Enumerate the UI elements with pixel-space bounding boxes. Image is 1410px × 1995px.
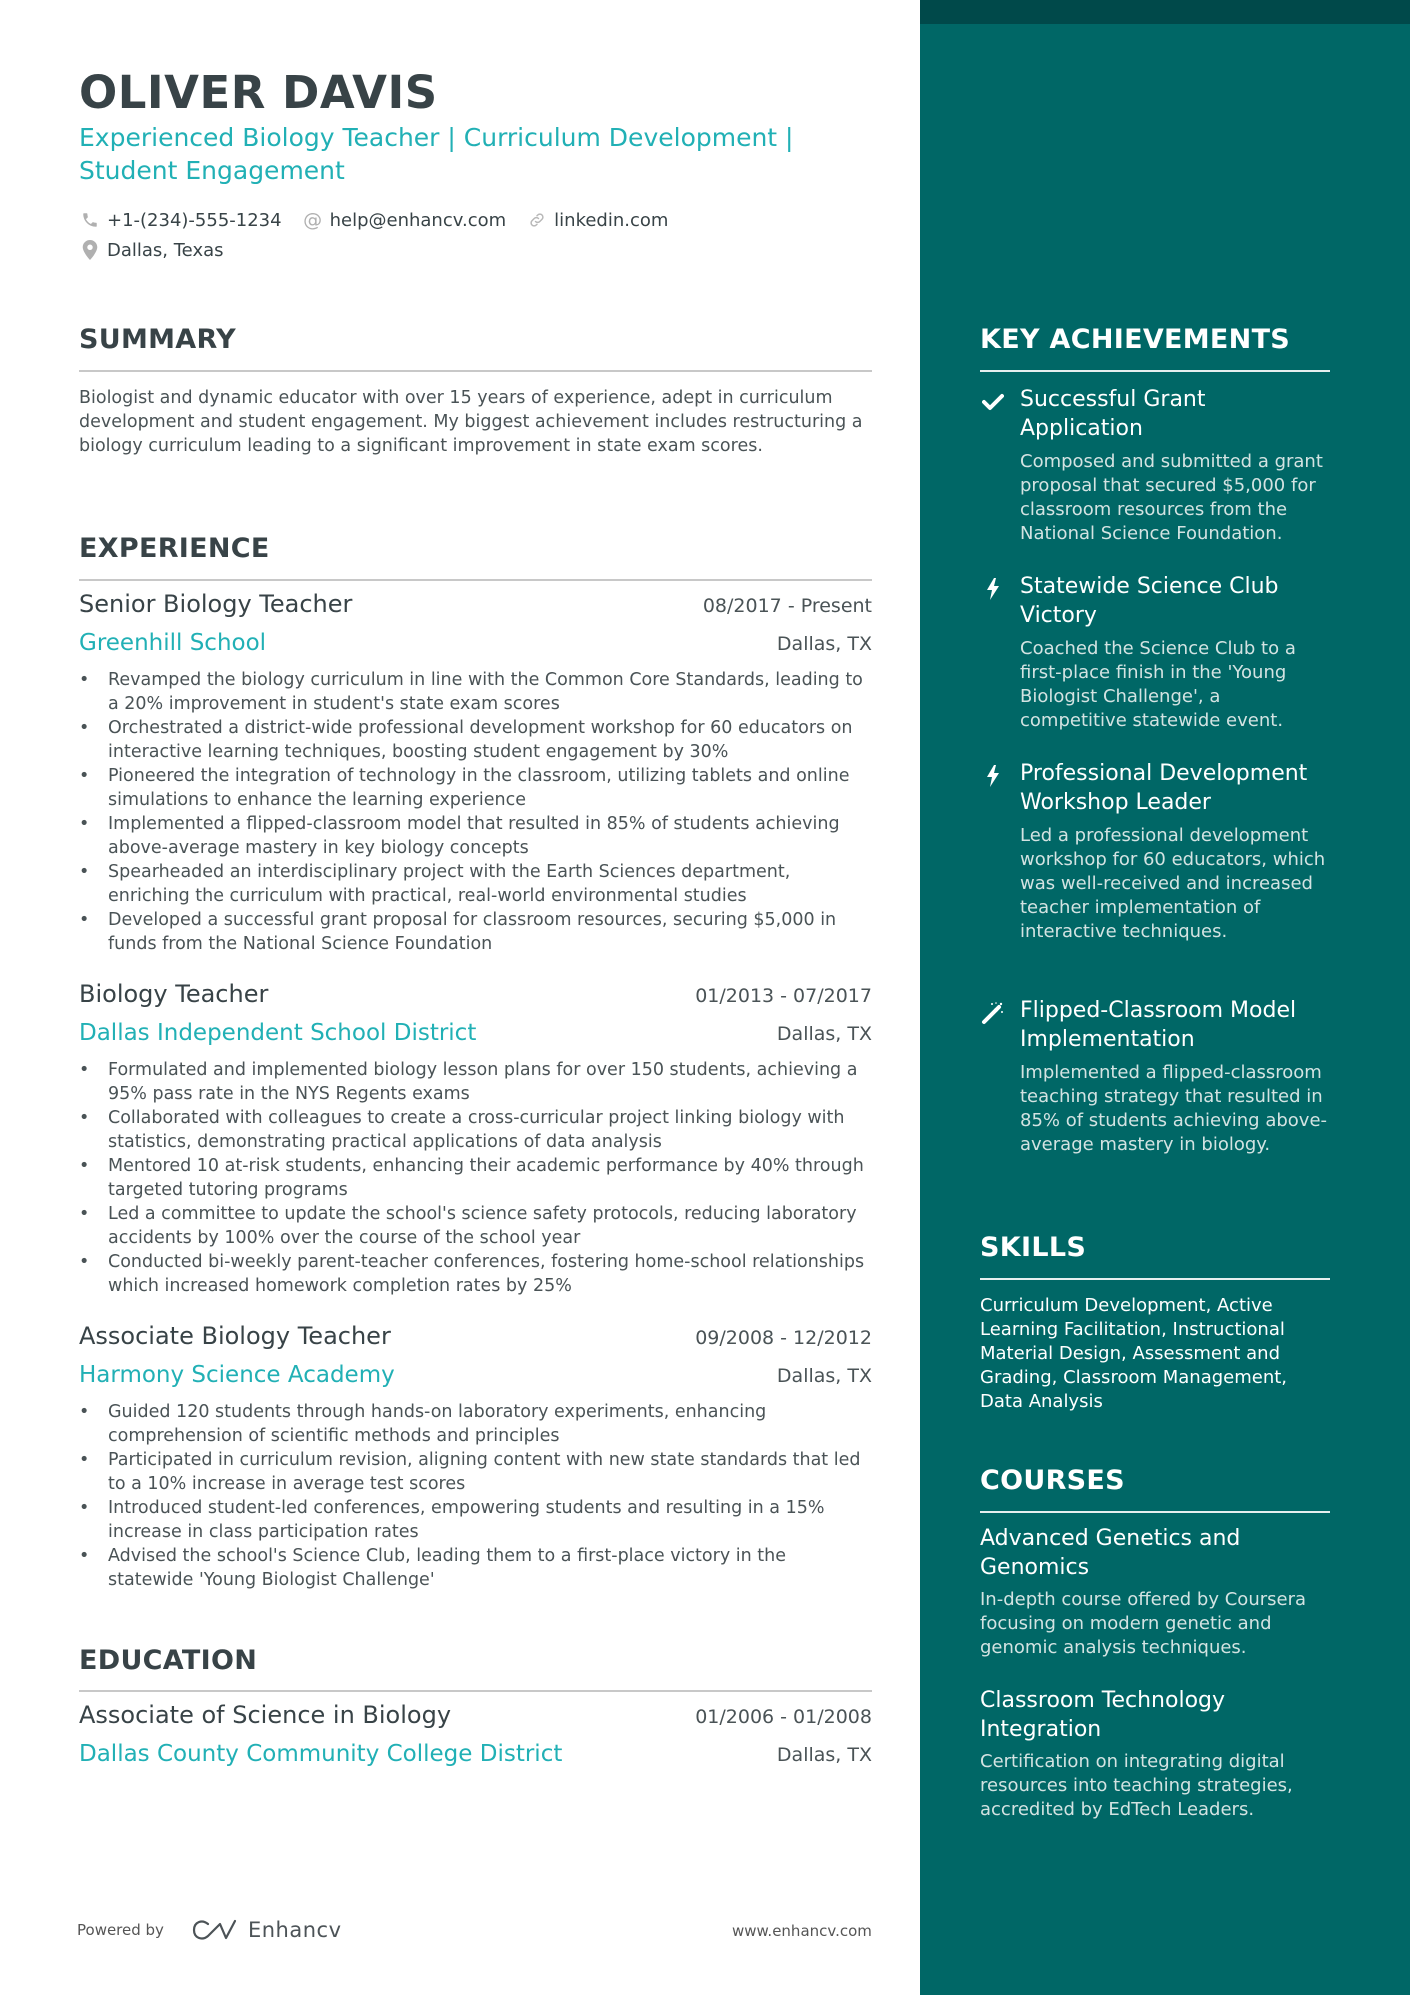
degree: Associate of Science in Biology: [79, 1701, 452, 1729]
course-item: [980, 1686, 1330, 1822]
achievement-desc: Implemented a flipped-classroom teaching strategy that resulted in 85% of students achieving above-average mastery in biology.: [1020, 1062, 1328, 1155]
bullet-item: • Led a committee to update the school's science safety protocols, reducing laboratory accidents by 100% over the course of the school year: [79, 1202, 872, 1250]
summary-heading: SUMMARY: [79, 324, 236, 355]
location-pin-icon: [79, 239, 101, 261]
job-bullets: [79, 668, 872, 956]
job-location: Dallas, TX: [776, 633, 872, 655]
job-company: Greenhill School: [79, 630, 267, 656]
achievement-item: [980, 572, 1330, 733]
job-company: Dallas Independent School District: [79, 1020, 477, 1046]
bullet-item: • Spearheaded an interdisciplinary project with the Earth Sciences department, enriching the curriculum with practical, real-world environmental studies: [79, 860, 872, 908]
bullet-item: • Conducted bi-weekly parent-teacher conferences, fostering home-school relationships which increased homework completion rates by 25%: [79, 1250, 872, 1298]
job-date: 09/2008 - 12/2012: [695, 1327, 872, 1349]
sidebar: [920, 0, 1410, 1995]
course-item: [980, 1524, 1330, 1660]
education-divider: [79, 1690, 872, 1692]
contact-location: [79, 239, 224, 261]
achievement-desc: Coached the Science Club to a first-place finish in the 'Young Biologist Challenge', a competitive statewide event.: [1020, 638, 1296, 731]
candidate-name: OLIVER DAVIS: [79, 66, 438, 119]
lightning-icon: [980, 763, 1006, 789]
job-entry: [79, 590, 872, 956]
footer-powered-by: [77, 1918, 342, 1942]
bullet-item: • Participated in curriculum revision, aligning content with new state standards that led to a 10% increase in average test scores: [79, 1448, 872, 1496]
achievement-title: Flipped-Classroom Model Implementation: [1020, 998, 1297, 1052]
check-icon: [980, 389, 1006, 415]
summary-text: Biologist and dynamic educator with over 15 years of experience, adept in curriculum development and student engagement. My biggest achievement includes restructuring a biology curriculum leading to a significant improvement in state exam scores.: [79, 388, 863, 456]
job-entry: [79, 1322, 872, 1592]
skills-list: Curriculum Development, Active Learning Facilitation, Instructional Material Design, Assessment and Grading, Classroom Management, Data Analysis: [980, 1295, 1288, 1412]
job-date: 08/2017 - Present: [702, 595, 872, 617]
bullet-item: • Implemented a flipped-classroom model that resulted in 85% of students achieving above-average mastery in key biology concepts: [79, 812, 872, 860]
experience-heading: EXPERIENCE: [79, 533, 270, 564]
job-entry: [79, 980, 872, 1298]
contact-phone: [79, 209, 282, 231]
magic-wand-icon: [980, 1000, 1006, 1026]
education-location: Dallas, TX: [776, 1744, 872, 1766]
school: Dallas County Community College District: [79, 1741, 563, 1767]
education-entry: [79, 1701, 872, 1777]
job-bullets: [79, 1400, 872, 1592]
bullet-item: • Introduced student-led conferences, empowering students and resulting in a 15% increase in class participation rates: [79, 1496, 872, 1544]
job-location: Dallas, TX: [776, 1023, 872, 1045]
courses-divider: [980, 1511, 1330, 1513]
experience-divider: [79, 579, 872, 581]
location-text: Dallas, Texas: [107, 239, 224, 261]
enhancv-logo[interactable]: [192, 1918, 342, 1942]
powered-by-label: Powered by: [77, 1921, 164, 1939]
contact-info: [79, 205, 688, 265]
job-date: 01/2013 - 07/2017: [695, 985, 872, 1007]
job-location: Dallas, TX: [776, 1365, 872, 1387]
headline: Experienced Biology Teacher | Curriculum Development | Student Engagement: [79, 123, 794, 185]
course-desc: In-depth course offered by Coursera focusing on modern genetic and genomic analysis techniques.: [980, 1589, 1307, 1658]
bullet-item: • Advised the school's Science Club, leading them to a first-place victory in the statewide 'Young Biologist Challenge': [79, 1544, 872, 1592]
enhancv-logo-icon: [192, 1918, 238, 1942]
job-title: Senior Biology Teacher: [79, 590, 353, 618]
achievement-title: Statewide Science Club Victory: [1020, 574, 1279, 628]
achievement-item: [980, 759, 1330, 944]
job-title: Associate Biology Teacher: [79, 1322, 391, 1350]
sidebar-top-band: [920, 0, 1410, 24]
courses-heading: COURSES: [980, 1465, 1125, 1496]
achievement-desc: Composed and submitted a grant proposal that secured $5,000 for classroom resources from the National Science Foundation.: [1020, 451, 1323, 544]
achievement-item: [980, 996, 1330, 1157]
course-title: Classroom Technology Integration: [980, 1688, 1226, 1742]
achievement-title: Professional Development Workshop Leader: [1020, 761, 1308, 815]
achievement-title: Successful Grant Application: [1020, 387, 1206, 441]
lightning-icon: [980, 576, 1006, 602]
achievements-divider: [980, 370, 1330, 372]
job-company: Harmony Science Academy: [79, 1362, 395, 1388]
skills-heading: SKILLS: [980, 1232, 1087, 1263]
achievement-desc: Led a professional development workshop for 60 educators, which was well-received and increased teacher implementation of interactive techniques.: [1020, 825, 1326, 942]
education-heading: EDUCATION: [79, 1645, 258, 1676]
link-icon: [526, 209, 548, 231]
phone-icon: [79, 209, 101, 231]
contact-link[interactable]: [526, 209, 668, 231]
contact-email[interactable]: [302, 209, 507, 231]
job-bullets: [79, 1058, 872, 1298]
email-link[interactable]: help@enhancv.com: [329, 209, 507, 231]
achievement-item: [980, 385, 1330, 546]
bullet-item: • Orchestrated a district-wide professional development workshop for 60 educators on interactive learning techniques, boosting student engagement by 30%: [79, 716, 872, 764]
linkedin-link[interactable]: linkedin.com: [554, 209, 669, 231]
summary-divider: [79, 370, 872, 372]
bullet-item: • Developed a successful grant proposal for classroom resources, securing $5,000 in funds from the National Science Foundation: [79, 908, 872, 956]
at-icon: @: [303, 209, 323, 231]
bullet-item: • Pioneered the integration of technology in the classroom, utilizing tablets and online simulations to enhance the learning experience: [79, 764, 872, 812]
bullet-item: • Formulated and implemented biology lesson plans for over 150 students, achieving a 95% pass rate in the NYS Regents exams: [79, 1058, 872, 1106]
job-title: Biology Teacher: [79, 980, 269, 1008]
course-desc: Certification on integrating digital resources into teaching strategies, accredited by EdTech Leaders.: [980, 1751, 1293, 1820]
skills-divider: [980, 1278, 1330, 1280]
bullet-item: • Mentored 10 at-risk students, enhancing their academic performance by 40% through targeted tutoring programs: [79, 1154, 872, 1202]
brand-name: Enhancv: [247, 1918, 342, 1942]
phone-text: +1-(234)-555-1234: [107, 209, 282, 231]
footer-url[interactable]: www.enhancv.com: [732, 1922, 872, 1940]
achievements-heading: KEY ACHIEVEMENTS: [980, 324, 1291, 355]
bullet-item: • Guided 120 students through hands-on laboratory experiments, enhancing comprehension of scientific methods and principles: [79, 1400, 872, 1448]
course-title: Advanced Genetics and Genomics: [980, 1526, 1241, 1580]
bullet-item: • Revamped the biology curriculum in line with the Common Core Standards, leading to a 20% improvement in student's state exam scores: [79, 668, 872, 716]
education-date: 01/2006 - 01/2008: [695, 1706, 872, 1728]
bullet-item: • Collaborated with colleagues to create a cross-curricular project linking biology with statistics, demonstrating practical applications of data analysis: [79, 1106, 872, 1154]
